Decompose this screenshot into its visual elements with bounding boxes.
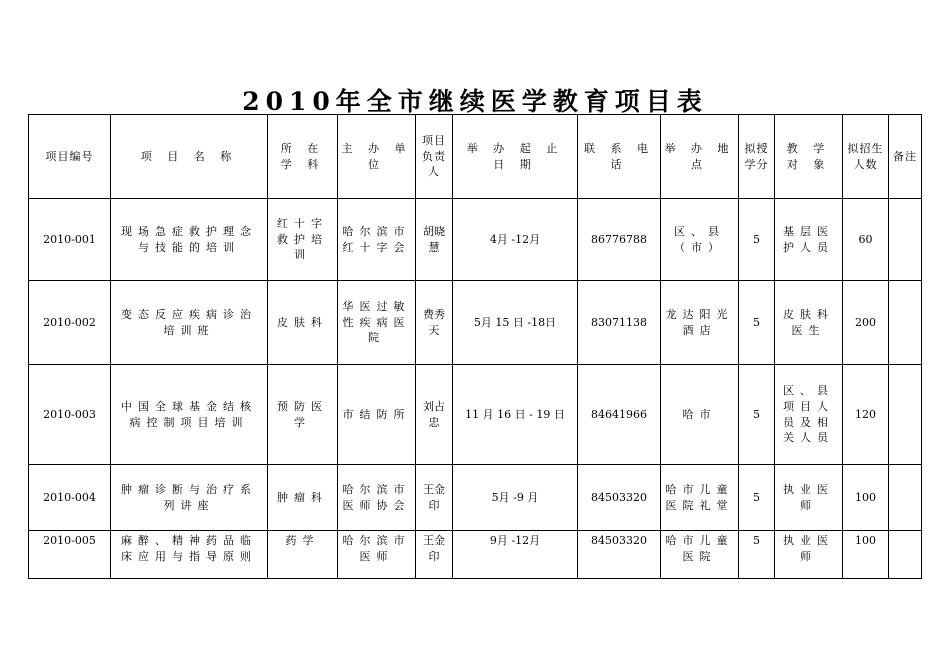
header-code: 项目编号 <box>29 115 111 199</box>
cell-subject: 皮肤科 <box>268 281 338 365</box>
cell-phone: 86776788 <box>578 199 661 281</box>
cell-note <box>889 281 922 365</box>
header-enroll: 拟招生人数 <box>843 115 889 199</box>
page-title: 2010年全市继续医学教育项目表 <box>242 87 708 116</box>
cell-dates: 5月 -9 月 <box>453 465 578 531</box>
cell-phone: 84503320 <box>578 465 661 531</box>
header-phone: 联 系 电 话 <box>578 115 661 199</box>
project-table <box>28 114 922 579</box>
cell-dates: 9月 -12月 <box>453 531 578 579</box>
cell-subject: 预防医学 <box>268 365 338 465</box>
header-row <box>29 115 922 199</box>
cell-subject: 肿瘤科 <box>268 465 338 531</box>
cell-dates: 11 月 16 日 - 19 日 <box>453 365 578 465</box>
cell-dates: 5月 15 日 -18日 <box>453 281 578 365</box>
cell-credit: 5 <box>739 465 775 531</box>
cell-phone: 84641966 <box>578 365 661 465</box>
cell-code: 2010-003 <box>29 365 111 465</box>
cell-name: 麻醉、精神药品临床应用与指导原则 <box>111 531 268 579</box>
cell-name: 肿瘤诊断与治疗系列讲座 <box>111 465 268 531</box>
header-note: 备注 <box>889 115 922 199</box>
cell-name: 现场急症救护理念与技能的培训 <box>111 199 268 281</box>
table-row <box>29 365 922 465</box>
cell-enroll: 60 <box>843 199 889 281</box>
cell-phone: 84503320 <box>578 531 661 579</box>
cell-leader: 王金印 <box>416 531 453 579</box>
cell-subject: 药学 <box>268 531 338 579</box>
cell-place: 区、县（市） <box>661 199 739 281</box>
header-unit: 主 办 单 位 <box>338 115 416 199</box>
table-row <box>29 281 922 365</box>
cell-unit: 哈尔滨市红十字会 <box>338 199 416 281</box>
cell-credit: 5 <box>739 281 775 365</box>
cell-phone: 83071138 <box>578 281 661 365</box>
table-row <box>29 465 922 531</box>
cell-leader: 费秀天 <box>416 281 453 365</box>
header-place: 举 办 地 点 <box>661 115 739 199</box>
cell-note <box>889 465 922 531</box>
cell-credit: 5 <box>739 365 775 465</box>
cell-unit: 哈尔滨市医师 <box>338 531 416 579</box>
cell-target: 基层医护人员 <box>775 199 843 281</box>
cell-place: 哈市儿童医院礼堂 <box>661 465 739 531</box>
cell-code: 2010-001 <box>29 199 111 281</box>
cell-unit: 华医过敏性疾病医院 <box>338 281 416 365</box>
cell-unit: 市结防所 <box>338 365 416 465</box>
cell-place: 哈市 <box>661 365 739 465</box>
header-name: 项 目 名 称 <box>111 115 268 199</box>
cell-code: 2010-005 <box>29 531 111 579</box>
cell-credit: 5 <box>739 199 775 281</box>
header-subject: 所 在 学 科 <box>268 115 338 199</box>
cell-target: 执业医师 <box>775 465 843 531</box>
cell-target: 执业医师 <box>775 531 843 579</box>
table-row <box>29 531 922 579</box>
cell-note <box>889 199 922 281</box>
cell-leader: 王金印 <box>416 465 453 531</box>
cell-note <box>889 531 922 579</box>
cell-place: 龙达阳光酒店 <box>661 281 739 365</box>
cell-enroll: 200 <box>843 281 889 365</box>
cell-leader: 胡晓慧 <box>416 199 453 281</box>
cell-enroll: 100 <box>843 531 889 579</box>
cell-dates: 4月 -12月 <box>453 199 578 281</box>
cell-code: 2010-002 <box>29 281 111 365</box>
cell-enroll: 100 <box>843 465 889 531</box>
cell-place: 哈市儿童医院 <box>661 531 739 579</box>
cell-target: 皮肤科医生 <box>775 281 843 365</box>
cell-target: 区、县项目人员及相关人员 <box>775 365 843 465</box>
cell-name: 变态反应疾病诊治培训班 <box>111 281 268 365</box>
cell-leader: 刘占忠 <box>416 365 453 465</box>
header-dates: 举 办 起 止 日 期 <box>453 115 578 199</box>
header-credit: 拟授学分 <box>739 115 775 199</box>
cell-unit: 哈尔滨市医师协会 <box>338 465 416 531</box>
header-leader: 项目负责人 <box>416 115 453 199</box>
cell-code: 2010-004 <box>29 465 111 531</box>
cell-enroll: 120 <box>843 365 889 465</box>
cell-note <box>889 365 922 465</box>
table-row <box>29 199 922 281</box>
header-target: 教 学 对 象 <box>775 115 843 199</box>
cell-credit: 5 <box>739 531 775 579</box>
cell-name: 中国全球基金结核病控制项目培训 <box>111 365 268 465</box>
cell-subject: 红十字救护培训 <box>268 199 338 281</box>
